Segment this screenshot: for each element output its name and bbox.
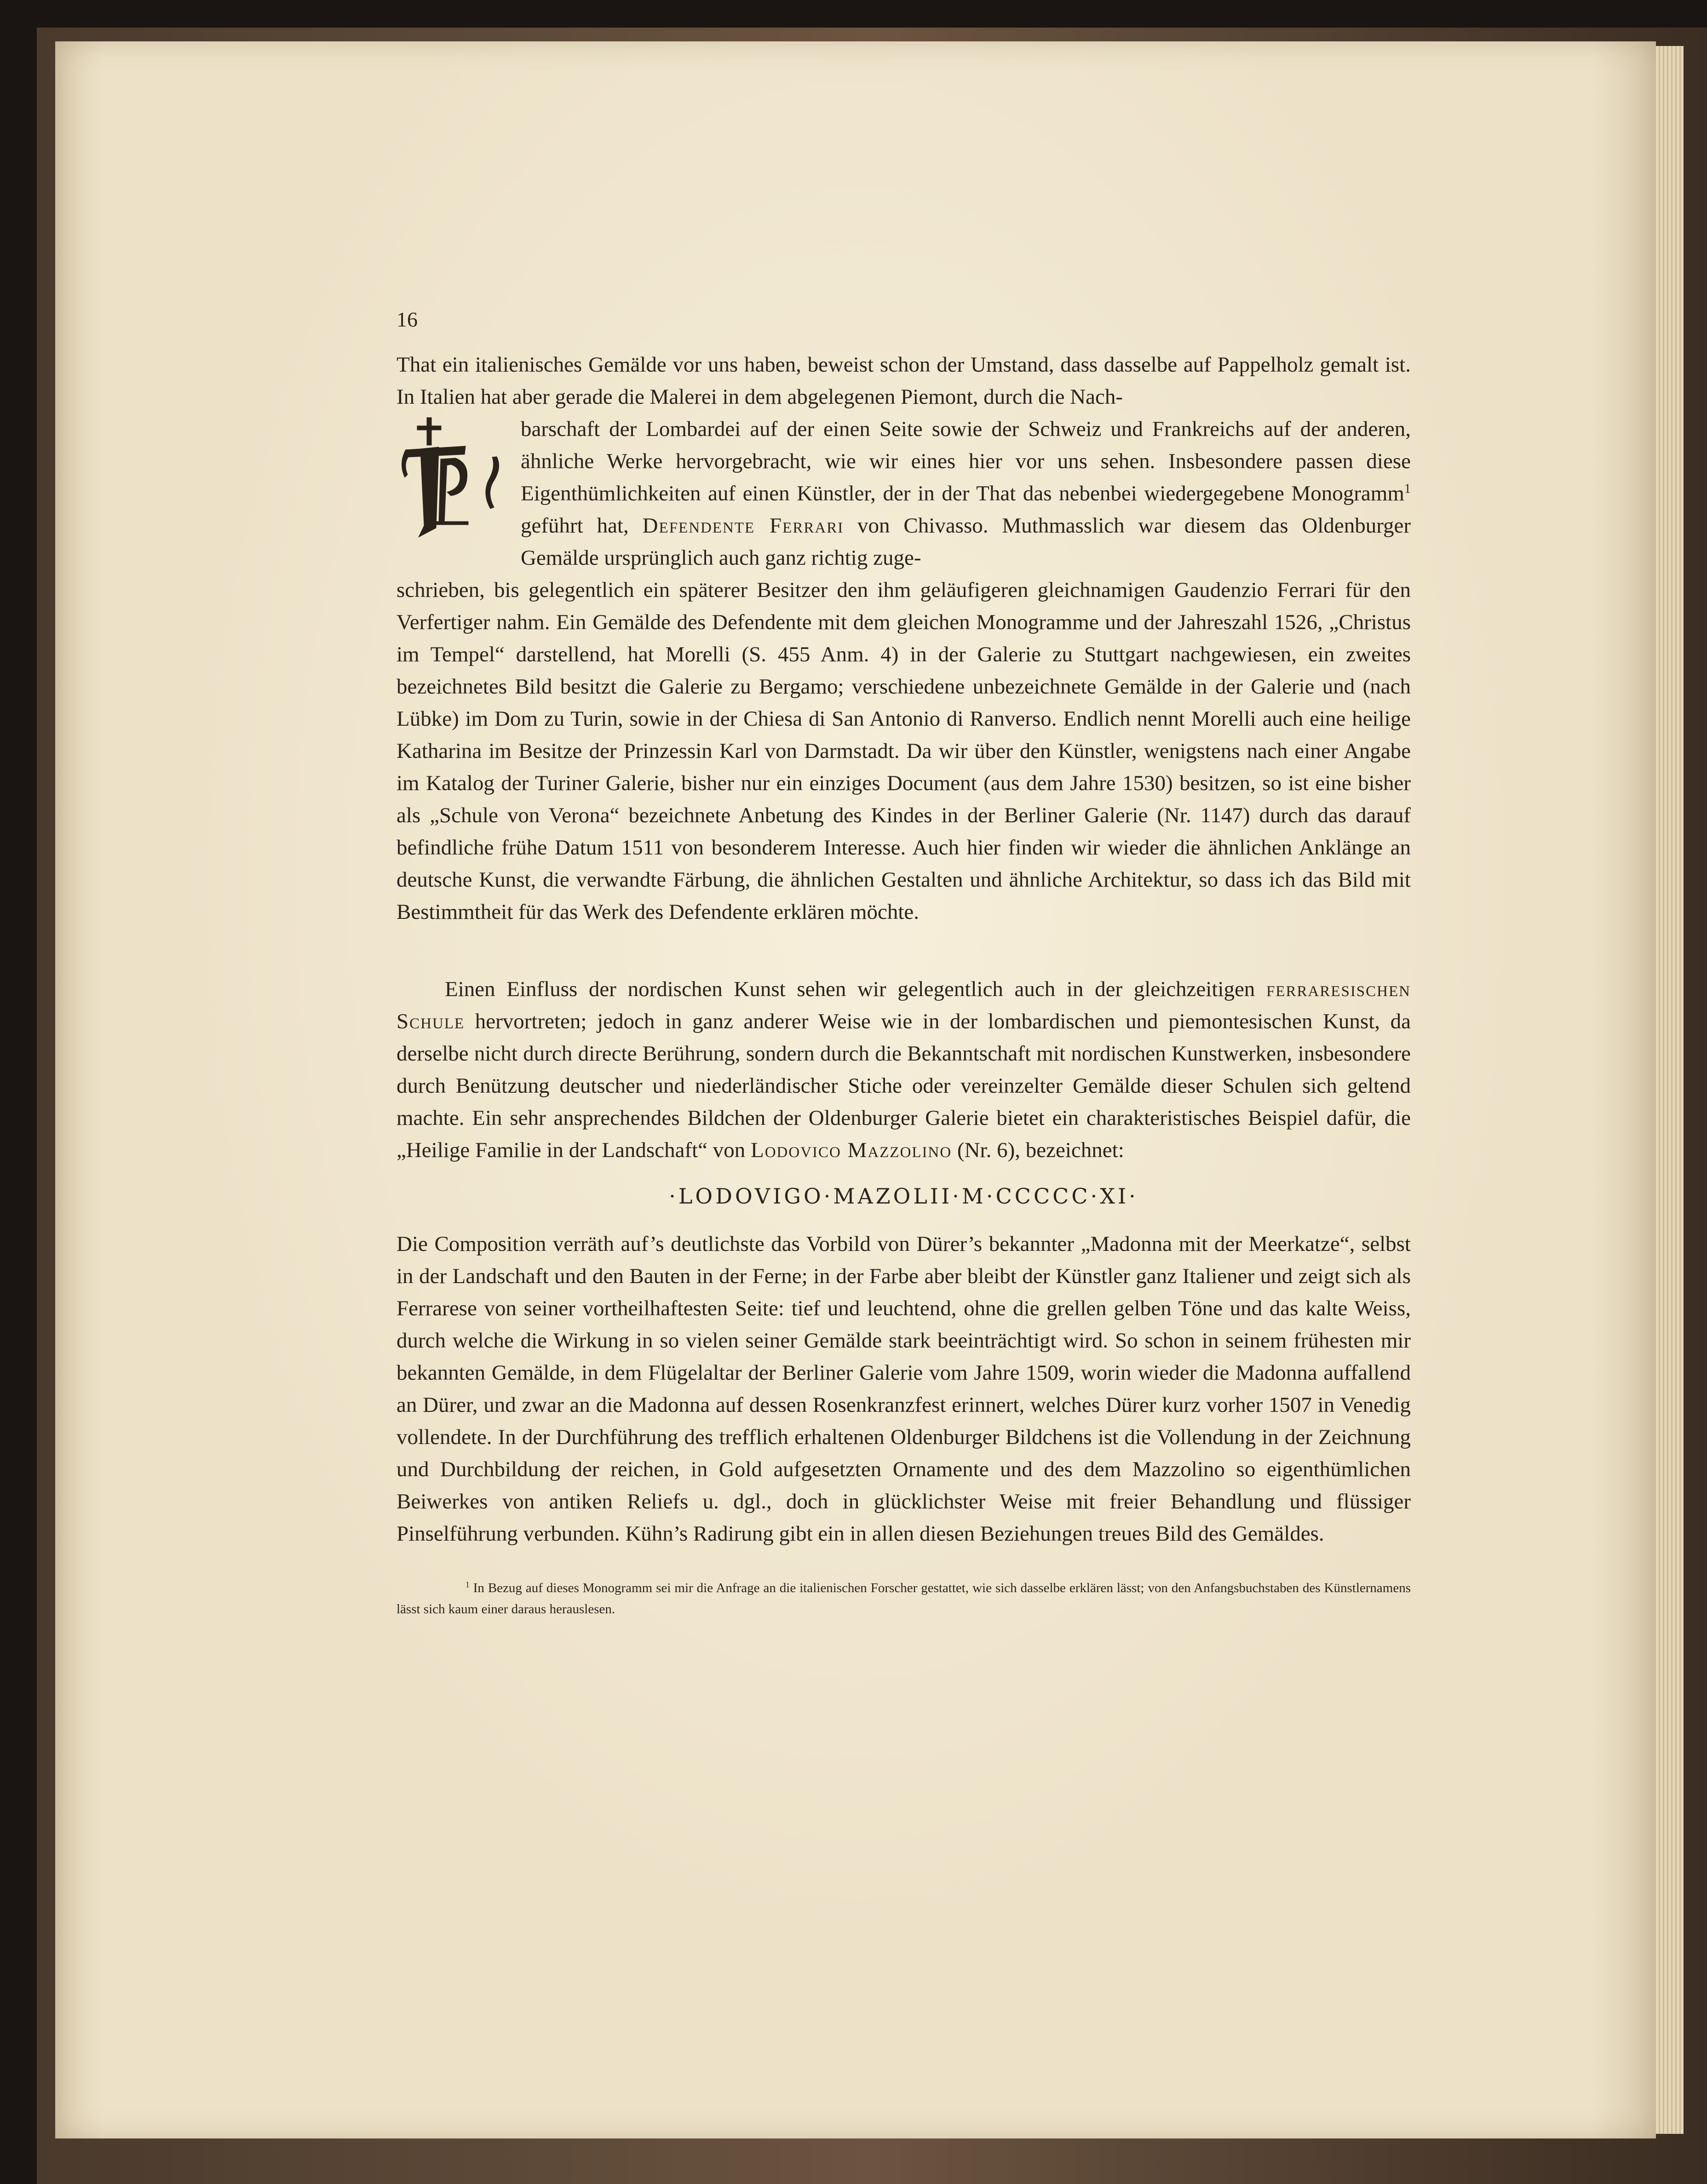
page-content bbox=[397, 304, 1411, 1620]
monogram-icon bbox=[397, 413, 516, 542]
artist-name-defendente: Defendente Ferrari bbox=[642, 514, 844, 538]
paragraph-3: Die Composition verräth auf’s deutlichste das Vorbild von Dürer’s bekannter „Madonna mit der Meerkatze“, selbst in der Landschaft und den Bauten in der Ferne; in der Farbe aber bleibt der Künstler ganz Italiener und zeigt sich als Ferrarese von seiner vortheilhaftesten Seite: tief und leuchtend, ohne die grellen gelben Töne und das kalte Weiss, durch welche die Wirkung in so vielen seiner Gemälde stark beeinträchtigt wird. So schon in seinem frühesten mir bekannten Gemälde, in dem Flügelaltar der Berliner Galerie vom Jahre 1509, worin wieder die Madonna auffallend an Dürer, und zwar an die Madonna auf dessen Rosenkranzfest erinnert, welches Dürer kurz vorher 1507 in Venedig vollendete. In der Durchführung des trefflich erhaltenen Oldenburger Bildchens ist die Vollendung in der Zeichnung und Durchbildung der reichen, in Gold aufgesetzten Ornamente und des dem Mazzolino so eigenthümlichen Beiwerkes von antiken Reliefs u. dgl., doch in glücklichster Weise mit freier Behandlung und flüssiger Pinselführung verbunden. Kühn’s Radirung gibt ein in allen diesen Beziehungen treues Bild des Gemäldes. bbox=[397, 1232, 1411, 1546]
paragraph-2-text-c: (Nr. 6), bezeichnet: bbox=[952, 1138, 1124, 1162]
paragraph-2-text-b: hervortreten; jedoch in ganz anderer Weise wie in der lombardischen und piemontesischen Kunst, da derselbe nicht durch directe Berührung, sondern durch die Bekanntschaft mit nordischen Kunstwerken, insbesondere durch Benützung deutscher und niederländischer Stiche oder vereinzelter Gemälde dieser Schulen sich geltend machte. Ein sehr ansprechendes Bildchen der Oldenburger Galerie bietet ein charakteristisches Beispiel dafür, die „Heilige Familie in der Landschaft“ von bbox=[397, 1009, 1411, 1162]
school-name: ferraresischen Schule bbox=[397, 977, 1411, 1033]
footnote-text: In Bezug auf dieses Monogramm sei mir die Anfrage an die italienischen Forscher gestattet, wie sich dasselbe erklären lässt; von den Anfangsbuchstaben des Künstlernamens lässt sich kaum einer daraus herauslesen. bbox=[397, 1581, 1411, 1617]
page-number: 16 bbox=[397, 308, 418, 331]
paragraph-2-text-a: Einen Einfluss der nordischen Kunst sehen wir gelegentlich auch in der gleichzeitigen bbox=[445, 977, 1266, 1001]
paragraph-1-rest: schrieben, bis gelegentlich ein späterer Besitzer den ihm geläufigeren gleichnamigen Gaudenzio Ferrari für den Verfertiger nahm. Ein Gemälde des Defendente mit dem gleichen Monogramme und der Jahreszahl 1526, „Christus im Tempel“ darstellend, hat Morelli (S. 455 Anm. 4) in der Galerie zu Stuttgart nachgewiesen, ein zweites bezeichnetes Bild besitzt die Galerie zu Bergamo; verschiedene unbezeichnete Gemälde in der Galerie und (nach Lübke) im Dom zu Turin, sowie in der Chiesa di San Antonio di Ranverso. Endlich nennt Morelli auch eine heilige Katharina im Besitze der Prinzessin Karl von Darmstadt. Da wir über den Künstler, wenigstens nach einer Angabe im Katalog der Turiner Galerie, bisher nur ein einziges Document (aus dem Jahre 1530) besitzen, so ist eine bisher als „Schule von Verona“ bezeichnete Anbetung des Kindes in der Berliner Galerie (Nr. 1147) durch das darauf befindliche frühe Datum 1511 von besonderem Interesse. Auch hier finden wir wieder die ähnlichen Anklänge an deutsche Kunst, die verwandte Färbung, die ähnlichen Gestalten und ähnliche Architektur, so dass ich das Bild mit Bestimmtheit für das Werk des Defendente erklären möchte. bbox=[397, 578, 1411, 924]
footnote bbox=[397, 1577, 1411, 1620]
artist-name-mazzolino: Lodovico Mazzolino bbox=[751, 1138, 952, 1162]
paragraph-1-intro: That ein italienisches Gemälde vor uns haben, beweist schon der Umstand, dass dasselbe auf Pappelholz gemalt ist. In Italien hat aber gerade die Malerei in dem abgelegenen Piemont, durch die Nach- bbox=[397, 353, 1411, 409]
paragraph-gap bbox=[397, 928, 1411, 973]
footnote-marker: 1 bbox=[1404, 482, 1411, 496]
paragraph-2 bbox=[397, 973, 1411, 1166]
paragraph-1-text-b: geführt hat, bbox=[521, 514, 643, 538]
footnote-number: 1 bbox=[466, 1580, 470, 1589]
painting-inscription: ·LODOVIGO·MAZOLII·M·CCCCC·XI· bbox=[669, 1184, 1138, 1209]
paragraph-1-text-c: von Chivasso. Muthmasslich war diesem das Oldenburger Gemälde ursprünglich auch ganz richtig zuge- bbox=[521, 514, 1411, 570]
paragraph-1-text-a: barschaft der Lombardei auf der einen Seite sowie der Schweiz und Frankreichs auf der anderen, ähnliche Werke hervorgebracht, wie wir eines hier vor uns sehen. Insbesondere passen diese Eigenthümlichkeiten auf einen Künstler, der in der That das nebenbei wiedergegebene Monogramm bbox=[521, 417, 1411, 505]
monogram-side-text bbox=[521, 413, 1411, 574]
monogram-section bbox=[397, 413, 1411, 574]
page-edges-right bbox=[1656, 46, 1684, 2134]
monogram-figure bbox=[397, 413, 521, 542]
